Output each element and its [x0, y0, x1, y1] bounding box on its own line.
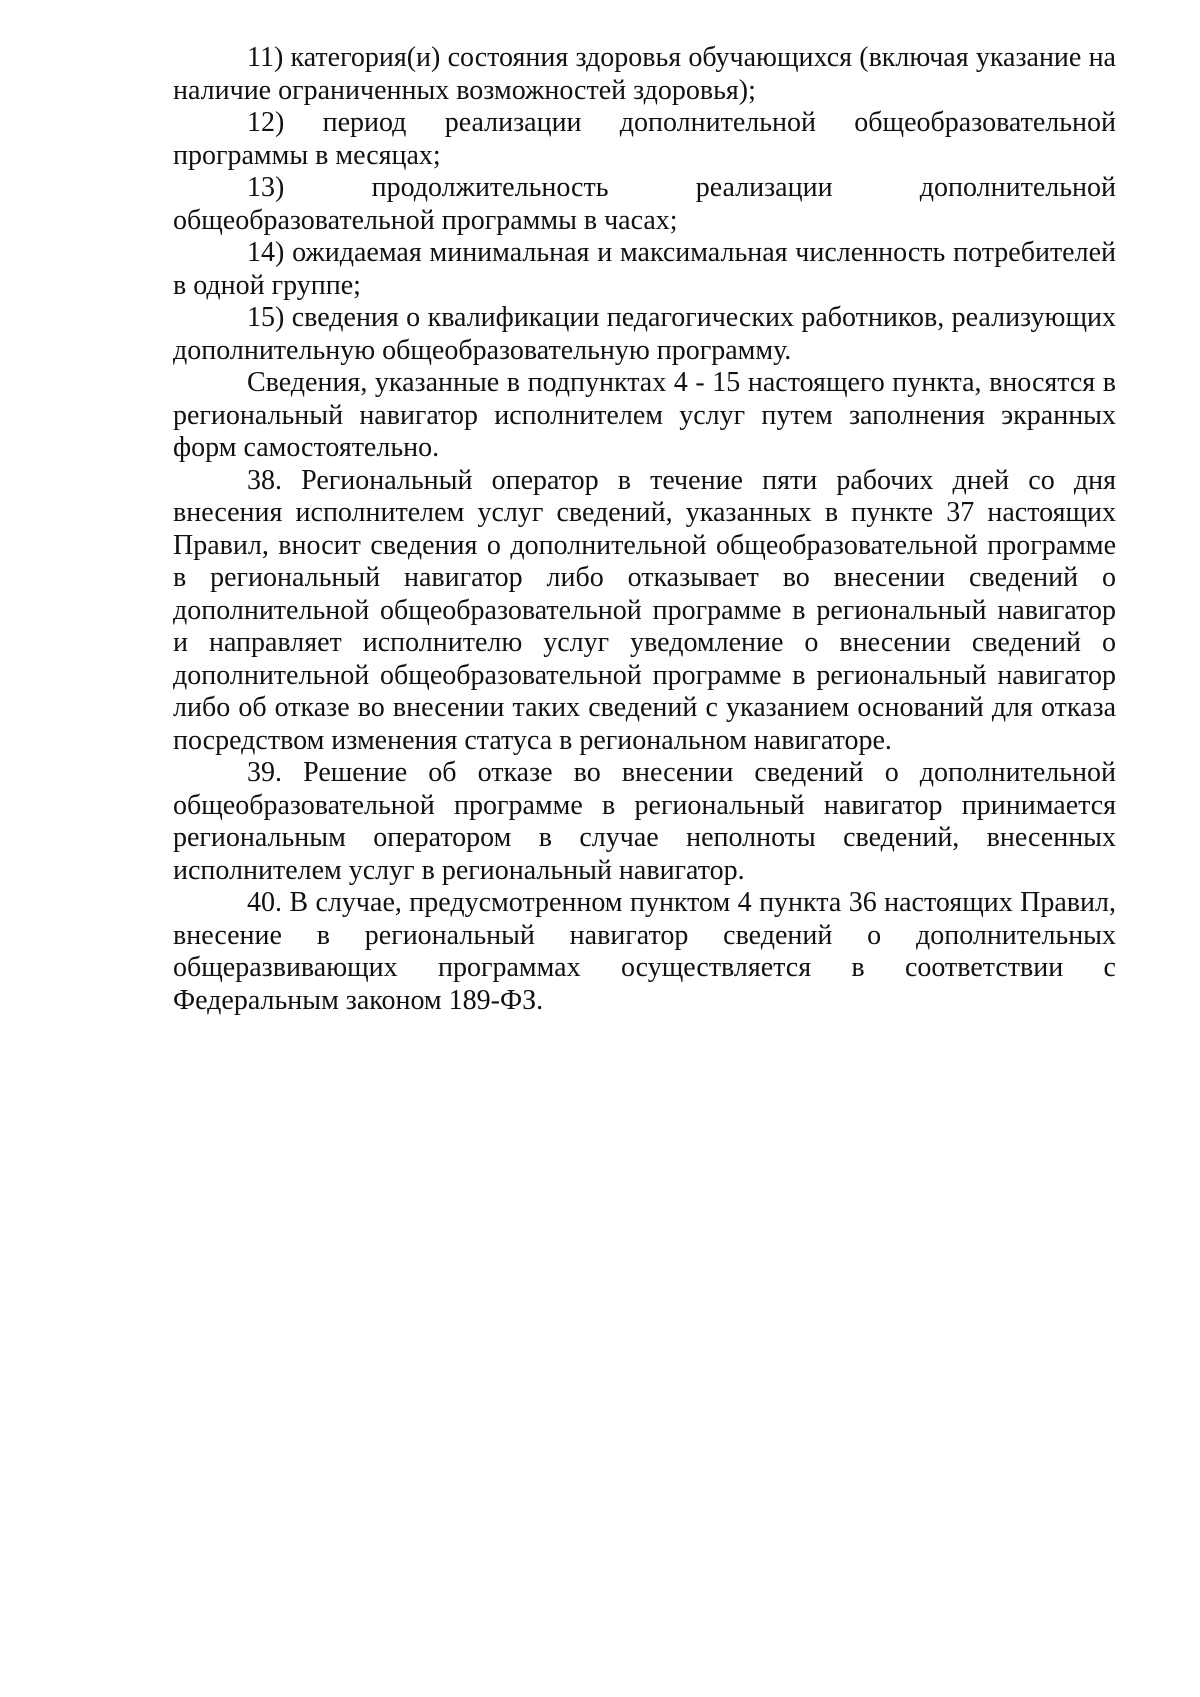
document-body	[173, 42, 1116, 1017]
paragraph-item-14: 14) ожидаемая минимальная и максимальная численность потребителей в одной группе;	[173, 237, 1116, 301]
paragraph-item-12: 12) период реализации дополнительной общеобразовательной программы в месяцах;	[173, 107, 1116, 171]
paragraph-38: 38. Региональный оператор в течение пяти рабочих дней со дня внесения исполнителем услуг сведений, указанных в пункте 37 настоящих Правил, вносит сведения о дополнительной общеобразовательной программе в региональный навигатор либо отказывает во внесении сведений о дополнительной общеобразовательной программе в региональный навигатор и направляет исполнителю услуг уведомление о внесении сведений о дополнительной общеобразовательной программе в региональный навигатор либо об отказе во внесении таких сведений с указанием оснований для отказа посредством изменения статуса в региональном навигаторе.	[173, 464, 1116, 756]
paragraph-item-15: 15) сведения о квалификации педагогических работников, реализующих дополнительную общеобразовательную программу.	[173, 302, 1116, 366]
paragraph-40: 40. В случае, предусмотренном пунктом 4 пункта 36 настоящих Правил, внесение в региональный навигатор сведений о дополнительных общеразвивающих программах осуществляется в соответствии с Федеральным законом 189-ФЗ.	[173, 887, 1116, 1016]
paragraph-item-13: 13) продолжительность реализации дополнительной общеобразовательной программы в часах;	[173, 172, 1116, 236]
paragraph-39: 39. Решение об отказе во внесении сведений о дополнительной общеобразовательной программе в региональный навигатор принимается региональным оператором в случае неполноты сведений, внесенных исполнителем услуг в региональный навигатор.	[173, 757, 1116, 886]
paragraph-item-11: 11) категория(и) состояния здоровья обучающихся (включая указание на наличие ограниченных возможностей здоровья);	[173, 42, 1116, 106]
paragraph-note: Сведения, указанные в подпунктах 4 - 15 настоящего пункта, вносятся в региональный навигатор исполнителем услуг путем заполнения экранных форм самостоятельно.	[173, 367, 1116, 463]
